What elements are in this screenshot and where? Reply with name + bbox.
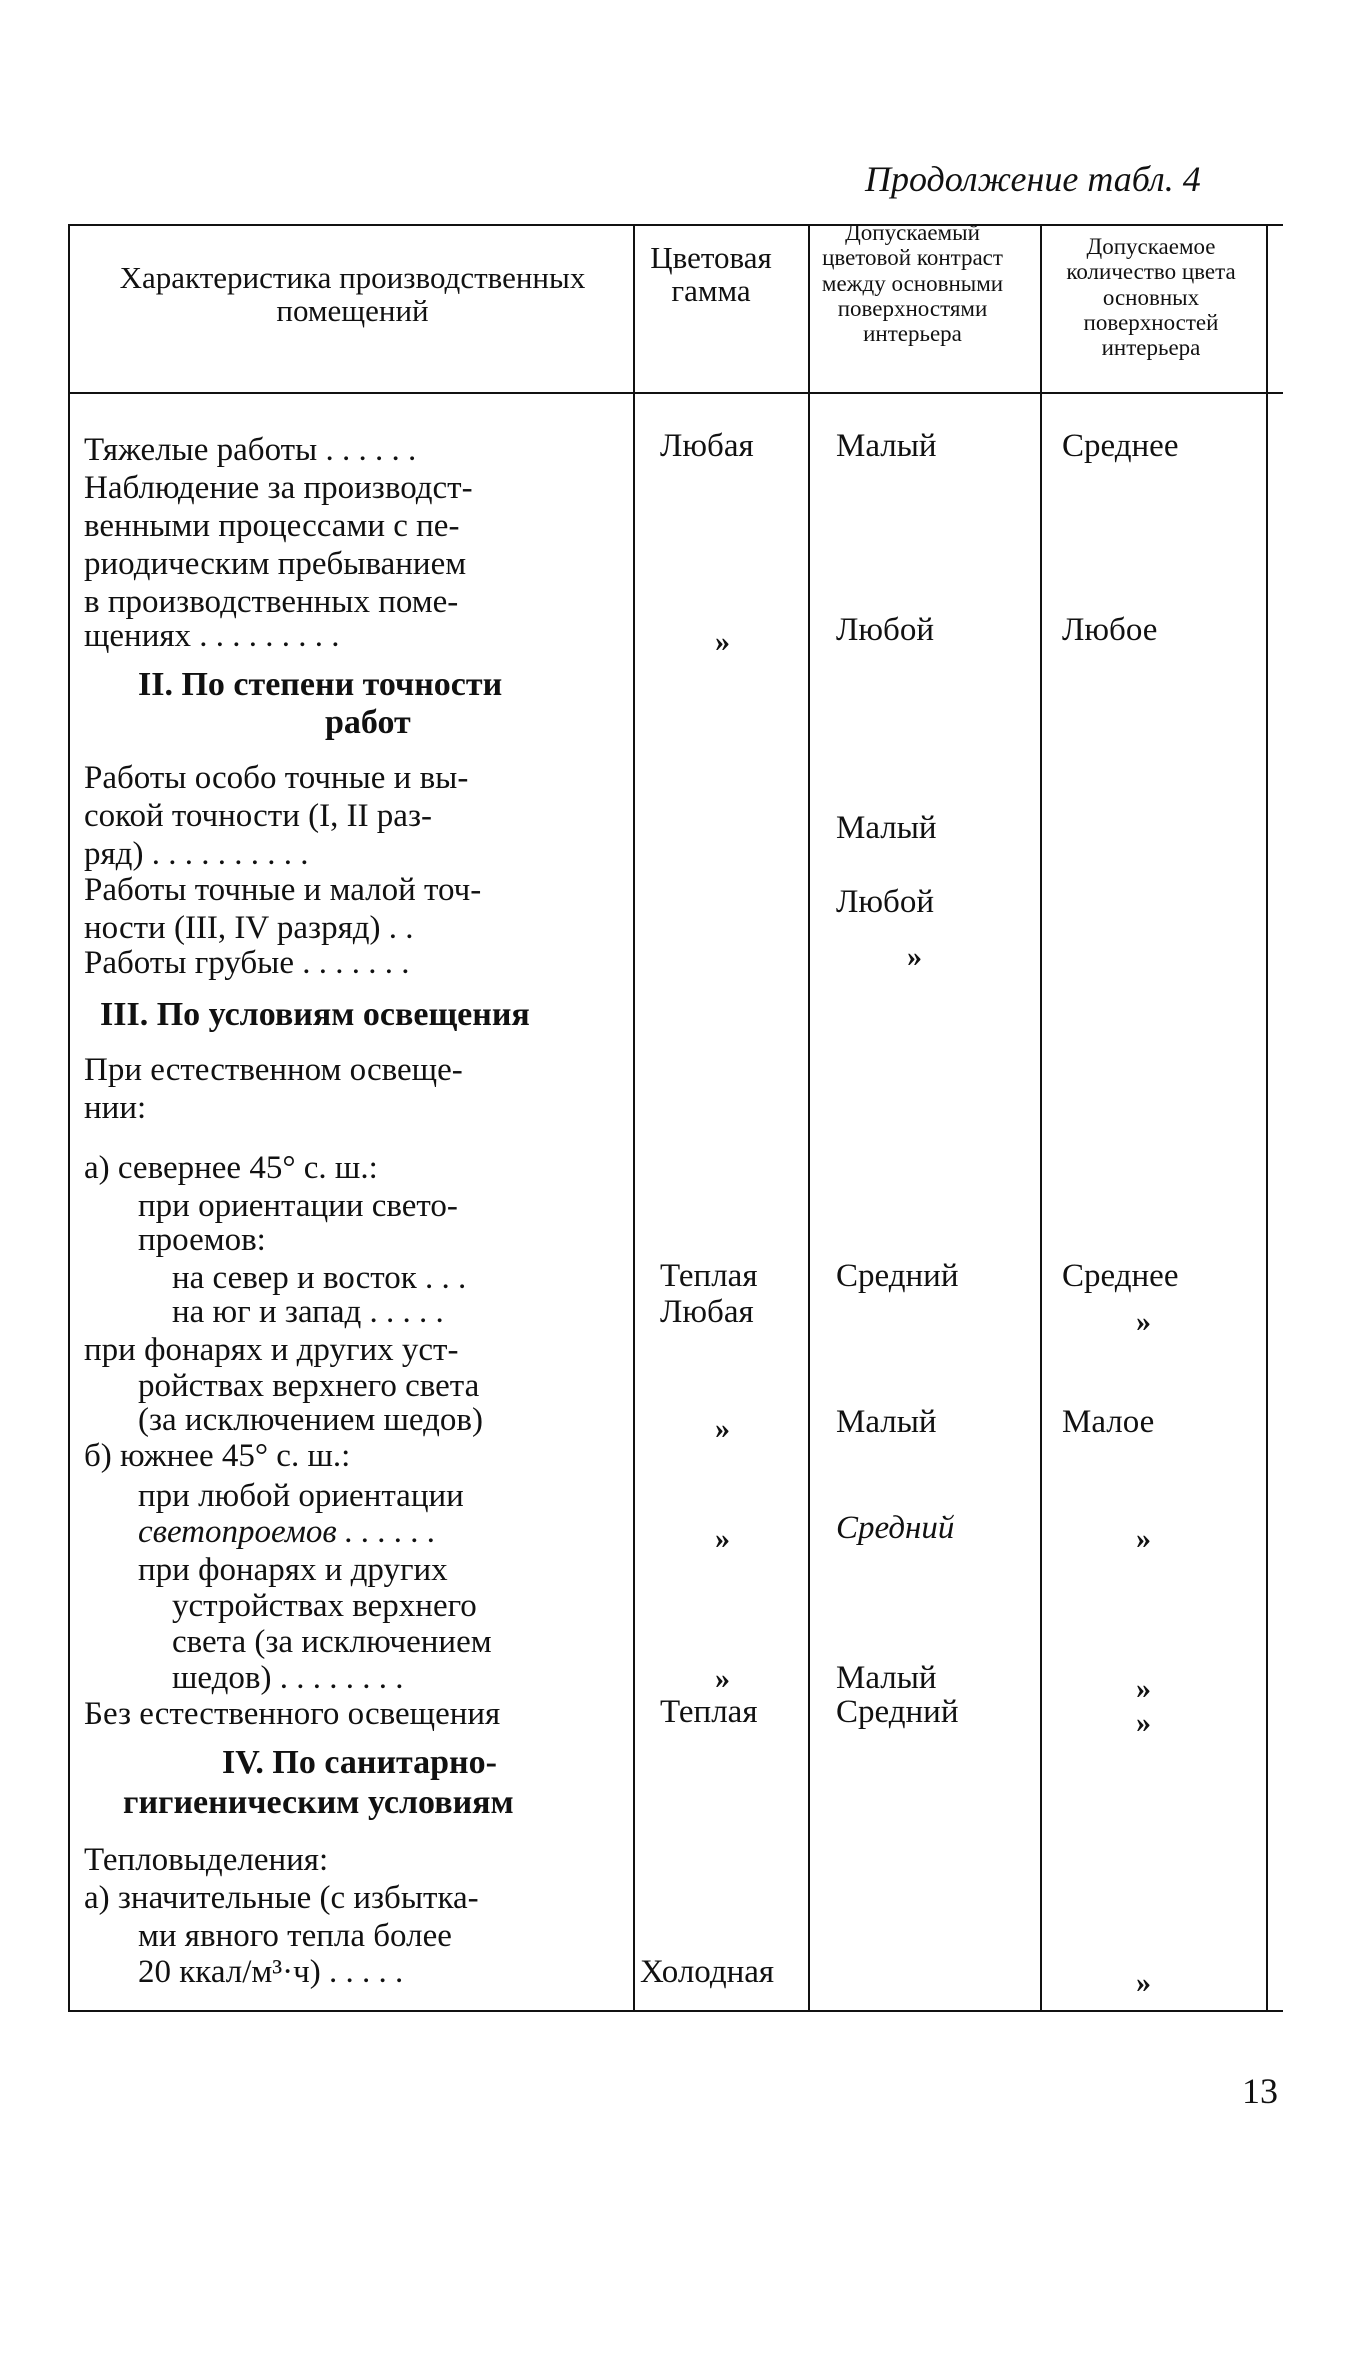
header-color-gamut: Цветовая гамма <box>650 240 772 308</box>
column-divider-2 <box>808 224 810 2010</box>
table-caption: Продолжение табл. 4 <box>865 159 1201 199</box>
row-observation-line: риодическим пребыванием <box>84 546 467 582</box>
row-south-line: б) южнее 45° с. ш.: <box>84 1438 351 1474</box>
cell-amount: Среднее <box>1062 428 1179 464</box>
cell-gamut: Теплая <box>660 1258 758 1294</box>
row-rough-work: Работы грубые . . . . . . . <box>84 945 410 981</box>
row-precise-work-line: Работы особо точные и вы- <box>84 760 469 796</box>
cell-contrast: Малый <box>836 1660 937 1696</box>
cell-contrast: Средний <box>836 1694 959 1730</box>
ditto-mark: » <box>715 1522 730 1555</box>
ditto-mark: » <box>715 1662 730 1695</box>
ditto-mark: » <box>1136 1966 1151 1999</box>
row-observation-line: Наблюдение за производст- <box>84 470 473 506</box>
cell-contrast: Средний <box>836 1258 959 1294</box>
header-color-amount: Допускаемое количество цвета основных поверхностей интерьера <box>1066 234 1236 361</box>
cell-contrast: Малый <box>836 810 937 846</box>
table-top-border <box>68 224 1283 226</box>
cell-contrast: Малый <box>836 428 937 464</box>
row-skylight-line: при фонарях и других уст- <box>84 1332 459 1368</box>
row-south-skylight-line: устройствах верхнего <box>172 1588 477 1624</box>
row-south-line: при любой ориентации <box>138 1478 464 1514</box>
row-south-skylight-line: шедов) . . . . . . . . <box>172 1660 404 1696</box>
column-divider-3 <box>1040 224 1042 2010</box>
table-left-border <box>68 224 70 2010</box>
row-heavy-work: Тяжелые работы . . . . . . <box>84 432 417 468</box>
row-south-skylight-line: света (за исключением <box>172 1624 492 1660</box>
row-north-line: а) севернее 45° с. ш.: <box>84 1150 378 1186</box>
cell-gamut: Любая <box>660 1294 754 1330</box>
column-divider-1 <box>633 224 635 2010</box>
header-bottom-border <box>68 392 1283 394</box>
ditto-mark: » <box>715 625 730 658</box>
row-significant-heat-line: а) значительные (с избытка- <box>84 1880 479 1916</box>
row-north-east: на север и восток . . . <box>172 1260 467 1296</box>
row-observation-line: щениях . . . . . . . . . <box>84 618 340 654</box>
cell-amount: Малое <box>1062 1404 1155 1440</box>
table-bottom-border <box>68 2010 1283 2012</box>
cell-gamut: Любая <box>660 428 754 464</box>
row-fine-work-line: ности (III, IV разряд) . . <box>84 910 414 946</box>
ditto-mark: » <box>1136 1305 1151 1338</box>
row-observation-line: венными процессами с пе- <box>84 508 460 544</box>
cell-gamut: Холодная <box>640 1954 775 1990</box>
row-fine-work-line: Работы точные и малой точ- <box>84 872 482 908</box>
row-south-skylight-line: при фонарях и других <box>138 1552 448 1588</box>
row-natural-light-line: нии: <box>84 1090 147 1126</box>
ditto-mark: » <box>907 940 922 973</box>
cell-contrast: Средний <box>836 1510 955 1546</box>
row-precise-work-line: ряд) . . . . . . . . . . <box>84 836 309 872</box>
row-north-line: проемов: <box>138 1222 266 1258</box>
cell-contrast: Малый <box>836 1404 937 1440</box>
row-south-line: светопроемов . . . . . . <box>138 1514 436 1550</box>
table-right-border <box>1266 224 1268 2010</box>
cell-contrast: Любой <box>836 612 934 648</box>
page-number: 13 <box>1242 2071 1278 2111</box>
row-south-west: на юг и запад . . . . . <box>172 1294 444 1330</box>
header-characteristic: Характеристика производственных помещений <box>119 260 586 328</box>
section-heading-accuracy: работ <box>325 704 411 741</box>
cell-amount: Среднее <box>1062 1258 1179 1294</box>
row-precise-work-line: сокой точности (I, II раз- <box>84 798 432 834</box>
row-heat-emission: Тепловыделения: <box>84 1842 329 1878</box>
section-heading-lighting: III. По условиям освещения <box>100 996 530 1033</box>
row-north-line: при ориентации свето- <box>138 1188 458 1224</box>
cell-gamut: Теплая <box>660 1694 758 1730</box>
section-heading-accuracy: II. По степени точности <box>138 666 503 703</box>
cell-amount: Любое <box>1062 612 1158 648</box>
row-significant-heat-line: 20 ккал/м³·ч) . . . . . <box>138 1954 404 1990</box>
row-skylight-line: ройствах верхнего света <box>138 1368 480 1404</box>
section-heading-sanitary: IV. По санитарно- <box>222 1744 497 1781</box>
ditto-mark: » <box>1136 1706 1151 1739</box>
row-skylight-line: (за исключением шедов) <box>138 1402 483 1438</box>
row-observation-line: в производственных поме- <box>84 584 459 620</box>
ditto-mark: » <box>1136 1672 1151 1705</box>
ditto-mark: » <box>1136 1522 1151 1555</box>
header-contrast: Допускаемый цветовой контраст между основными поверхностями интерьера <box>821 220 1004 347</box>
cell-contrast: Любой <box>836 884 934 920</box>
ditto-mark: » <box>715 1412 730 1445</box>
section-heading-sanitary: гигиеническим условиям <box>123 1784 514 1821</box>
row-significant-heat-line: ми явного тепла более <box>138 1918 452 1954</box>
row-natural-light-line: При естественном освеще- <box>84 1052 463 1088</box>
row-no-natural-light: Без естественного освещения <box>84 1696 501 1732</box>
